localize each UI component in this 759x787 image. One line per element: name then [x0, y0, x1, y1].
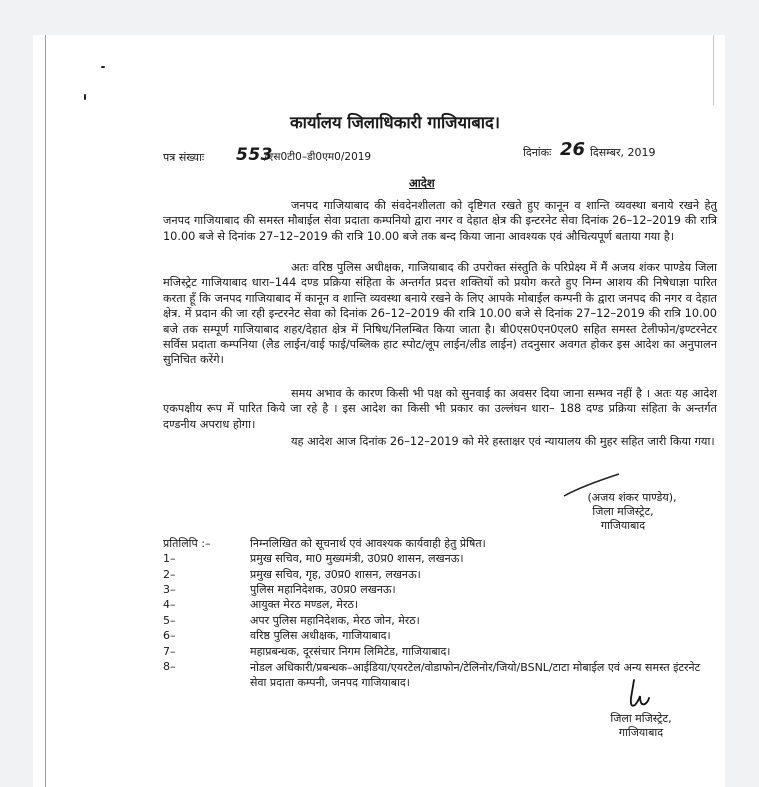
item-number: 5– [163, 614, 176, 627]
paragraph-text: जनपद गाजियाबाद की संवदेनशीलता को दृष्टिगत रखते हुए कानून व शान्ति व्यवस्था बनाये रखने हेतु जनपद गाजियाबाद की समस्त मौबाईल सेवा प्रदाता कम्पनियो द्वारा नगर व देहात क्षेत्र की इन्टरनेट सेवा दिनांक 26–12–2019 की रात्रि 10.00 बजे से दिनांक 27–12–2019 की रात्रि 10.00 बजे तक बन्द किया जाना आवश्यक एवं औचित्यपूर्ण बताया गया है। [163, 199, 717, 243]
footer-designation: जिला मजिस्ट्रेट, [610, 712, 672, 725]
item-number: 4– [163, 598, 176, 611]
paragraph-2 [163, 260, 717, 368]
page-edge-right [713, 35, 714, 105]
signatory-designation: जिला मजिस्ट्रेट, [592, 505, 654, 518]
paragraph-text: यह आदेश आज दिनांक 26–12–2019 को मेरे हस्ताक्षर एवं न्यायालय की मुहर सहित जारी किया गया। [291, 435, 715, 448]
item-number: 2– [163, 568, 176, 581]
copy-to-label: प्रतिलिपि :– [163, 537, 211, 550]
signatory-block [548, 491, 698, 533]
item-number: 1– [163, 552, 176, 565]
signatory-name: (अजय शंकर पाण्डेय), [587, 491, 677, 504]
paragraph-4 [163, 434, 717, 449]
page-edge-left [45, 35, 46, 787]
item-text: प्रमुख सचिव, गृह, उ0प्र0 शासन, लखनऊ। [250, 568, 421, 581]
copy-to-intro: निम्नलिखित को सूचनार्थ एवं आवश्यक कार्यवाही हेतु प्रेषित। [250, 537, 486, 550]
scan-speck [84, 94, 86, 100]
item-number: 7– [163, 645, 176, 658]
date-month-year: दिसम्बर, 2019 [590, 146, 656, 159]
footer-place: गाजियाबाद [618, 726, 664, 739]
scan-speck [101, 66, 105, 68]
paragraph-3 [163, 386, 717, 432]
item-number: 6– [163, 629, 176, 642]
paragraph-text: अतः वरिष्ठ पुलिस अधीक्षक, गाजियाबाद की उपरोक्त संस्तुति के परिप्रेक्ष्य में मैं अजय शंकर पाण्डेय जिला मजिस्ट्रेट गाजियाबाद धारा–144 दण्ड प्रक्रिया संहिता के अन्तर्गत प्रदत्त शक्तियों को प्रयोग करते हुए निम्न आशय की निषेधाज्ञा पारित करता हूँ कि जनपद गाजियाबाद में कानून व शान्ति व्यवस्था बनाये रखने के लिए आपके मोबाईल कम्पनी के द्वारा जनपद की नगर व देहात क्षेत्र. में प्रदान की जा रही इन्टरनेट सेवा को दिनांक 26–12–2019 की रात्रि 10.00 बजे से दिनांक 27–12–2019 की रात्रि 10.00 बजे तक सम्पूर्ण गाजियाबाद शहर/देहात क्षेत्र में निषिध/निलम्बित किया जाता है। बी0एस0एन0एल0 सहित समस्त टेलीफोन/इण्टरनेटर सर्विस प्रदाता कम्पनिया (लैड लाईन/वाई फाई/पब्लिक हाट स्पोट/लूप लाईन/लीड लाईन) तदनुसार अवगत होकर इस आदेश का अनुपालन सुनिचित करेंगे। [163, 261, 717, 367]
item-text: आयुक्त मेरठ मण्डल, मेरठ। [250, 598, 359, 611]
item-number: 3– [163, 583, 176, 596]
item-text: महाप्रबन्धक, दूरसंचार निगम लिमिटेड, गाजियाबाद। [250, 645, 451, 658]
item-text: अपर पुलिस महानिदेशक, मेरठ जोन, मेरठ। [250, 614, 420, 627]
order-heading: आदेश [409, 176, 435, 190]
date-label: दिनांकः [523, 146, 552, 159]
item-text: नोडल अधिकारी/प्रबन्धक–आईडिया/एयरटेल/वोडाफोन/टेलिनोर/जियो/BSNL/टाटा मोबाईल एवं अन्य समस्त इंटरनेट सेवा प्रदाता कम्पनी, जनपद गाजियाबाद। [250, 661, 701, 689]
date-day: 26 [560, 139, 586, 160]
item-number: 8– [163, 660, 176, 673]
ref-label: पत्र संख्याः [163, 151, 205, 164]
paragraph-1 [163, 198, 717, 244]
footer-signatory-block [586, 712, 696, 740]
signatory-place: गाजियाबाद [600, 519, 646, 532]
ref-code: /एस0टी0–डी0एम0/2019 [264, 151, 372, 163]
paragraph-text: समय अभाव के कारण किसी भी पक्ष को सुनवाई का अवसर दिया जाना सम्भव नहीं है । अतः यह आदेश एकपक्षीय रूप में पारित किये जा रहे है । इस आदेश का किसी भी प्रकार का उल्लंघन धारा– 188 दण्ड प्रक्रिया संहिता के अन्तर्गत दण्डनीय अपराध होगा। [163, 387, 717, 431]
ref-number: 553 [236, 145, 273, 165]
item-text: पुलिस महानिदेशक, उ0प्र0 लखनऊ। [250, 583, 396, 596]
office-title: कार्यालय जिलाधिकारी गाजियाबाद। [290, 113, 501, 132]
item-text: वरिष्ठ पुलिस अधीक्षक, गाजियाबाद। [250, 629, 391, 642]
handwritten-signature [622, 678, 662, 712]
item-text: प्रमुख सचिव, मा0 मुख्यमंत्री, उ0प्र0 शासन, लखनऊ। [250, 552, 464, 565]
